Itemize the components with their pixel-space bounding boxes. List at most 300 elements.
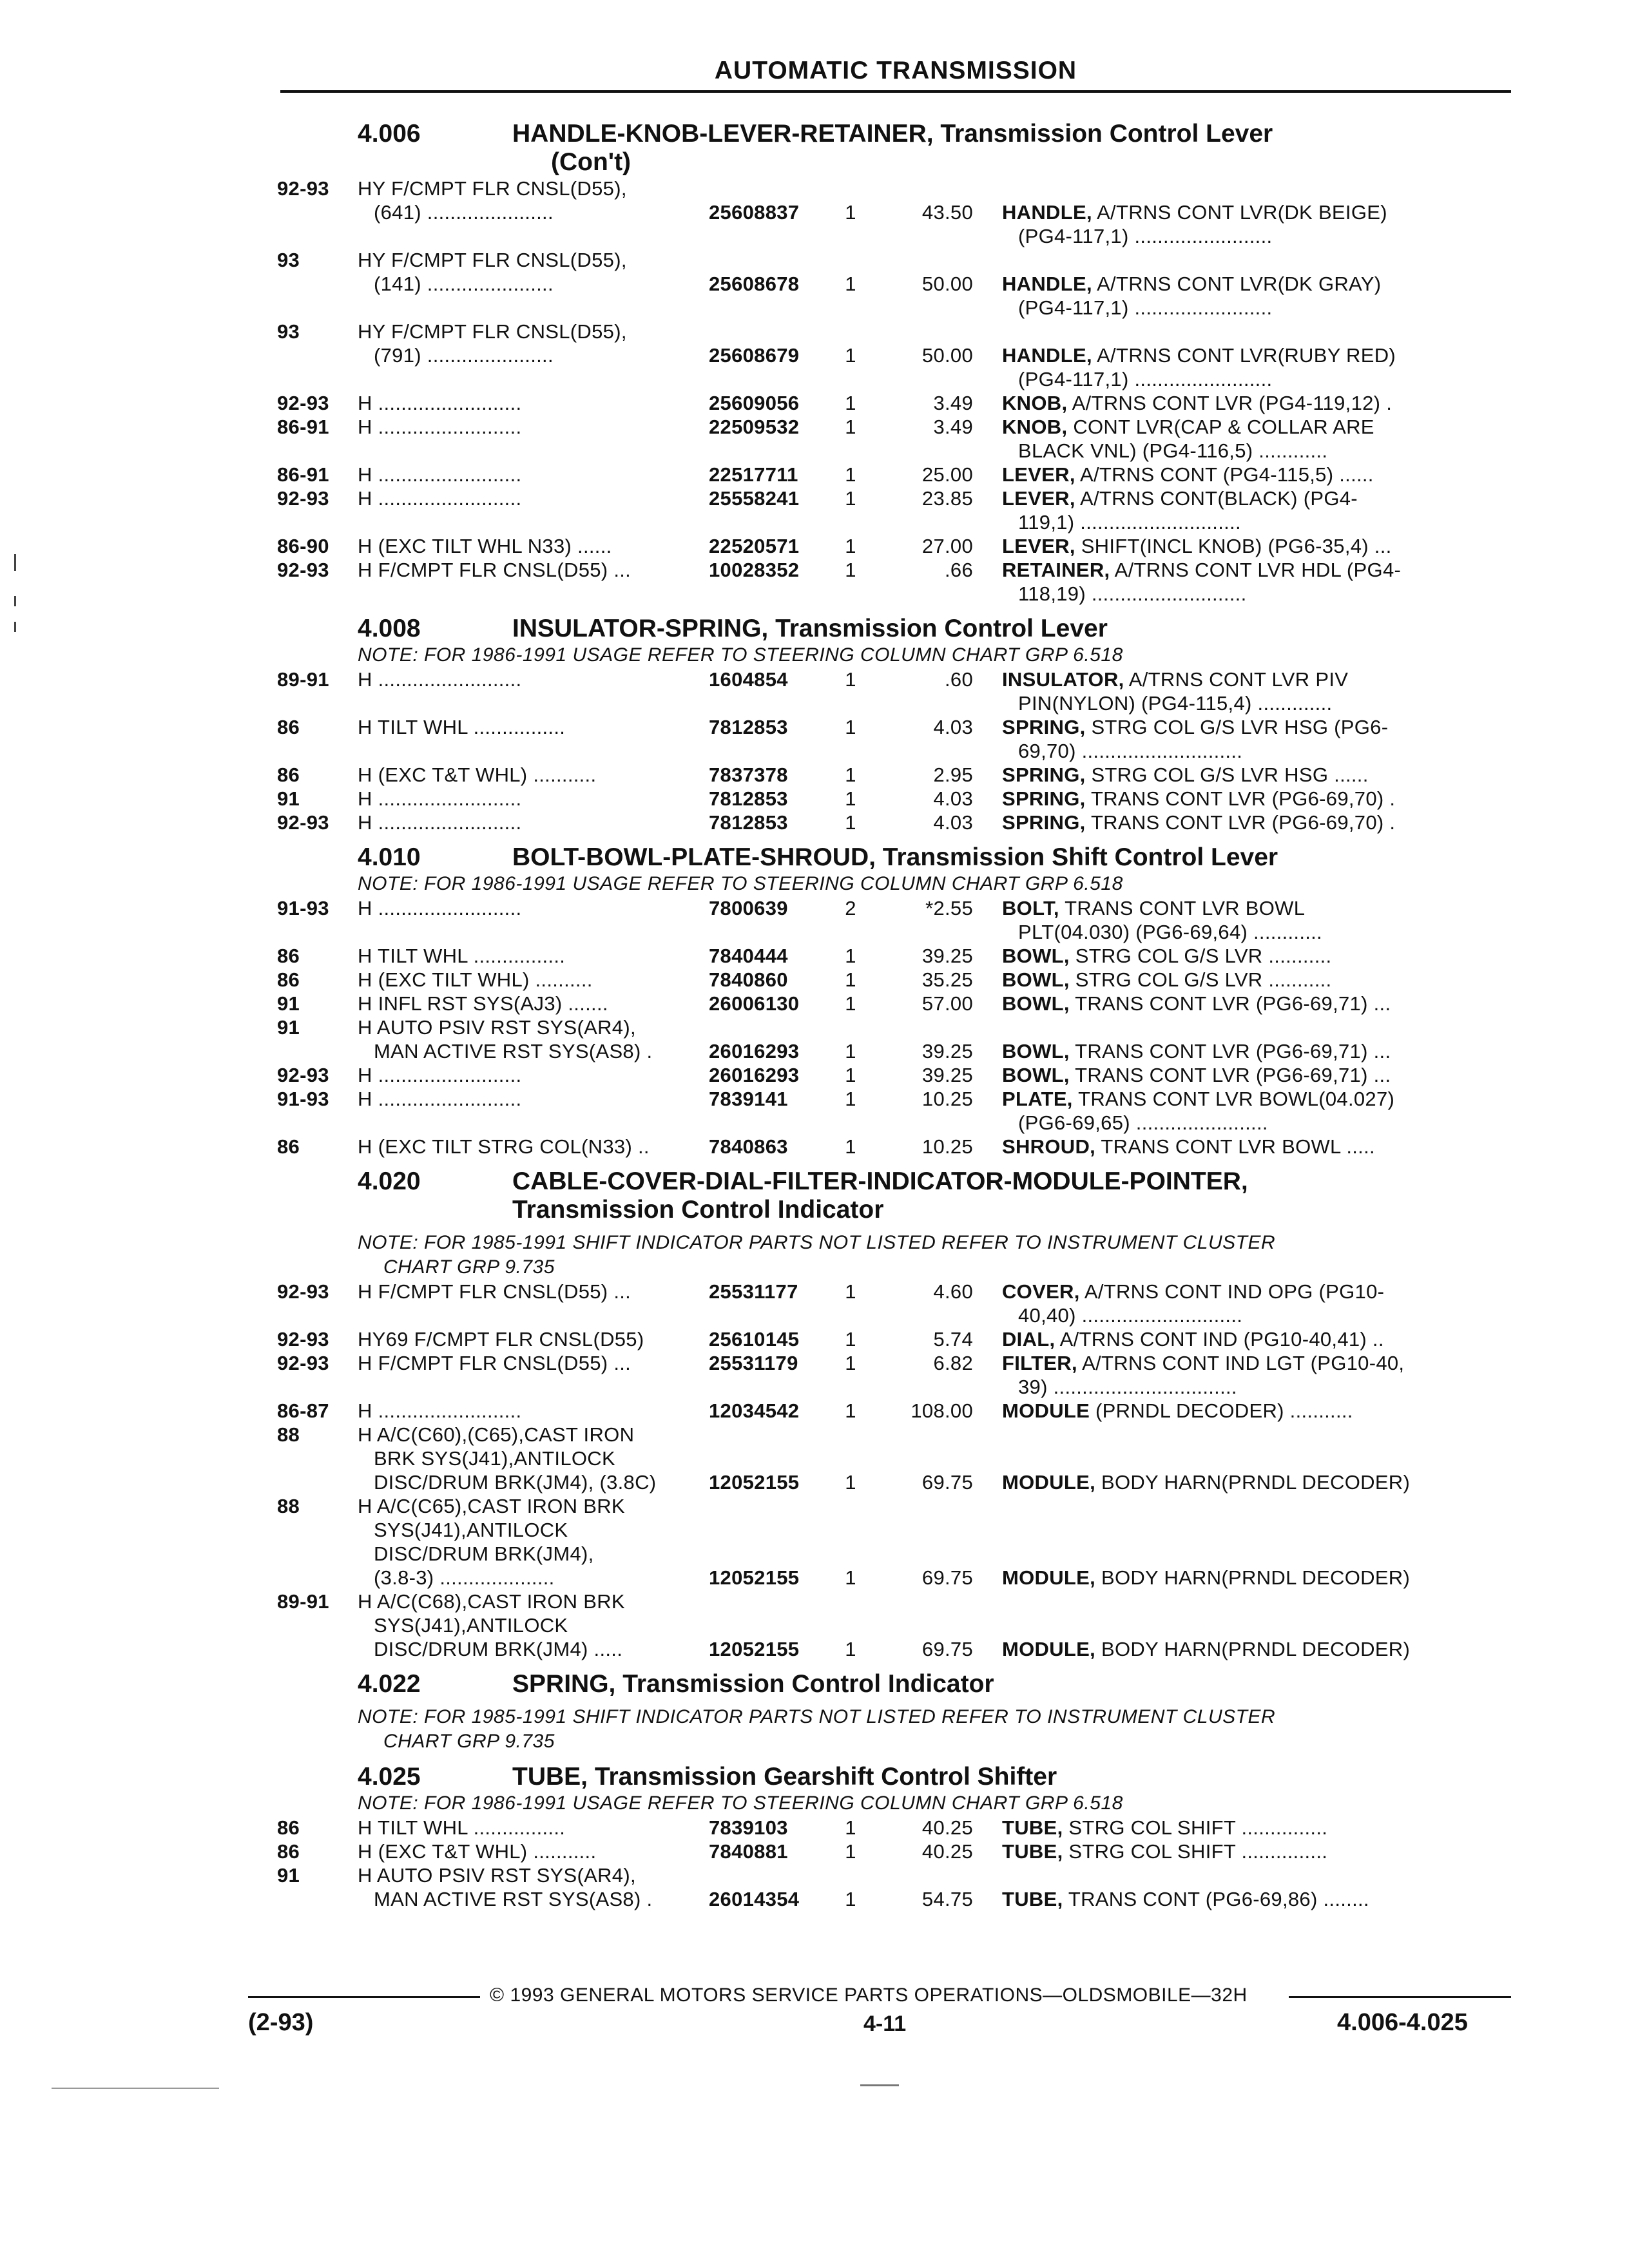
quantity: 1: [845, 668, 856, 691]
part-row: [277, 811, 1514, 834]
price: .60: [945, 668, 973, 691]
price: 69.75: [921, 1471, 973, 1494]
usage-description: [358, 320, 709, 391]
quantity: 1: [845, 559, 856, 581]
usage-line: H .........................: [358, 1064, 522, 1086]
model-years: 92-93: [277, 559, 329, 581]
price: 2.95: [933, 764, 973, 786]
model-years: 86: [277, 1135, 300, 1158]
part-noun: MODULE,: [1002, 1471, 1096, 1494]
quantity: 1: [845, 811, 856, 834]
part-noun: SPRING,: [1002, 764, 1086, 786]
part-name-continuation: 69,70) ............................: [1018, 740, 1243, 762]
part-name: [1002, 177, 1514, 248]
part-noun: TUBE,: [1002, 1888, 1063, 1910]
part-name: [1002, 668, 1514, 715]
section-title: CABLE-COVER-DIAL-FILTER-INDICATOR-MODULE-POINTER,: [512, 1168, 1248, 1195]
price: 108.00: [911, 1399, 973, 1422]
usage-line: H TILT WHL ................: [358, 1816, 566, 1839]
part-name-continuation: (PG4-117,1) ........................: [1018, 296, 1273, 319]
part-modifier: STRG COL G/S LVR ...........: [1075, 945, 1332, 967]
usage-line: BRK SYS(J41),ANTILOCK: [374, 1447, 615, 1470]
section-number: 4.022: [358, 1670, 421, 1698]
quantity: 2: [845, 897, 856, 919]
part-name: [1002, 1863, 1514, 1911]
part-name: [1002, 558, 1514, 606]
usage-description: [358, 1863, 709, 1911]
model-years: 92-93: [277, 1280, 329, 1303]
quantity: 1: [845, 1816, 856, 1839]
usage-line: H AUTO PSIV RST SYS(AR4),: [358, 1864, 636, 1887]
usage-description: [358, 248, 709, 320]
usage-line: HY F/CMPT FLR CNSL(D55),: [358, 320, 627, 343]
usage-line: H (EXC T&T WHL) ...........: [358, 764, 597, 786]
quantity: 1: [845, 1638, 856, 1660]
part-name-line: [1002, 811, 1514, 834]
usage-line: H (EXC TILT WHL) ..........: [358, 968, 593, 991]
part-name: [1002, 1351, 1514, 1399]
quantity: 1: [845, 945, 856, 967]
part-name: [1002, 1063, 1514, 1087]
quantity: 1: [845, 1040, 856, 1062]
part-name: [1002, 763, 1514, 787]
part-number: 25608678: [709, 273, 800, 295]
usage-line: H A/C(C68),CAST IRON BRK: [358, 1590, 625, 1613]
part-noun: MODULE,: [1002, 1566, 1096, 1589]
footer-section-range: 4.006-4.025: [1337, 2009, 1468, 2036]
usage-line: SYS(J41),ANTILOCK: [374, 1614, 568, 1637]
part-name-line: [1002, 1399, 1514, 1423]
model-years: 86: [277, 968, 300, 991]
part-number: 25610145: [709, 1328, 800, 1350]
note-line: NOTE: FOR 1986-1991 USAGE REFER TO STEERING COLUMN CHART GRP 6.518: [358, 644, 1123, 666]
section-title-block: [512, 120, 1514, 177]
model-years: 86: [277, 764, 300, 786]
part-number: 25531177: [709, 1280, 798, 1303]
part-number: 7812853: [709, 787, 788, 810]
section-note: [277, 872, 1514, 896]
section-note: [277, 1231, 1514, 1280]
part-row: [277, 1423, 1514, 1494]
part-name-line: [1002, 763, 1514, 787]
price: 69.75: [921, 1638, 973, 1660]
part-number: 12034542: [709, 1399, 800, 1422]
part-name: [1002, 1816, 1514, 1840]
part-name-line: [1002, 534, 1514, 558]
section-subtitle: (Con't): [551, 148, 631, 176]
part-name-line: [1002, 391, 1514, 415]
part-noun: KNOB,: [1002, 416, 1068, 438]
footer-copyright: © 1993 GENERAL MOTORS SERVICE PARTS OPERATIONS—OLDSMOBILE—32H: [490, 1984, 1248, 2006]
quantity: 1: [845, 1399, 856, 1422]
model-years: 86-90: [277, 535, 329, 557]
part-noun: KNOB,: [1002, 392, 1068, 414]
part-noun: COVER,: [1002, 1280, 1080, 1303]
part-noun: BOWL,: [1002, 1064, 1070, 1086]
part-number: 25608679: [709, 344, 800, 367]
part-name-line: [1002, 1280, 1514, 1303]
part-noun: LEVER,: [1002, 463, 1075, 486]
model-years: 86-91: [277, 463, 329, 486]
quantity: 1: [845, 273, 856, 295]
section-number: 4.025: [358, 1763, 421, 1791]
part-row: [277, 248, 1514, 320]
usage-line: MAN ACTIVE RST SYS(AS8) .: [374, 1888, 653, 1910]
part-modifier: STRG COL G/S LVR HSG (PG6-: [1091, 716, 1389, 738]
part-name-line: [1002, 896, 1514, 920]
price: 25.00: [921, 463, 973, 486]
section-number: 4.008: [358, 615, 421, 642]
price: 35.25: [921, 968, 973, 991]
quantity: 1: [845, 716, 856, 738]
model-years: 92-93: [277, 811, 329, 834]
usage-description: [358, 715, 709, 763]
usage-line: HY F/CMPT FLR CNSL(D55),: [358, 249, 627, 271]
part-noun: BOWL,: [1002, 968, 1070, 991]
part-row: [277, 1063, 1514, 1087]
part-name: [1002, 944, 1514, 968]
part-name-line: [1002, 992, 1514, 1015]
part-modifier: TRANS CONT LVR (PG6-69,71) ...: [1075, 1064, 1391, 1086]
part-modifier: A/TRNS CONT LVR HDL (PG4-: [1114, 559, 1402, 581]
usage-description: [358, 486, 709, 534]
part-name-line: [1002, 415, 1514, 439]
usage-description: [358, 177, 709, 248]
price: 5.74: [933, 1328, 973, 1350]
usage-description: [358, 992, 709, 1015]
note-line: NOTE: FOR 1986-1991 USAGE REFER TO STEERING COLUMN CHART GRP 6.518: [358, 873, 1123, 894]
part-name: [1002, 1280, 1514, 1327]
part-modifier: BODY HARN(PRNDL DECODER): [1101, 1566, 1411, 1589]
part-modifier: STRG COL G/S LVR ...........: [1075, 968, 1332, 991]
usage-line: H .........................: [358, 1088, 522, 1110]
section-heading: [277, 1168, 1514, 1224]
part-modifier: TRANS CONT LVR BOWL: [1065, 897, 1306, 919]
usage-line: DISC/DRUM BRK(JM4) .....: [374, 1638, 623, 1660]
usage-description: [358, 415, 709, 463]
part-name-line: [1002, 787, 1514, 811]
part-name-continuation: PLT(04.030) (PG6-69,64) ............: [1018, 921, 1322, 943]
price: 39.25: [921, 1064, 973, 1086]
part-modifier: A/TRNS CONT(BLACK) (PG4-: [1079, 487, 1358, 510]
usage-line: H .........................: [358, 392, 522, 414]
part-name: [1002, 534, 1514, 558]
usage-line: DISC/DRUM BRK(JM4),: [374, 1542, 594, 1565]
footer-revision-date: (2-93): [248, 2009, 314, 2036]
quantity: 1: [845, 535, 856, 557]
usage-description: [358, 763, 709, 787]
section-note: [277, 1705, 1514, 1754]
part-noun: HANDLE,: [1002, 344, 1092, 367]
part-noun: SPRING,: [1002, 811, 1086, 834]
part-noun: FILTER,: [1002, 1352, 1077, 1374]
section-number: 4.020: [358, 1168, 421, 1195]
part-number: 7837378: [709, 764, 788, 786]
usage-description: [358, 811, 709, 834]
part-modifier: TRANS CONT LVR (PG6-69,71) ...: [1075, 992, 1391, 1015]
price: 3.49: [933, 392, 973, 414]
section-title-block: [512, 615, 1514, 643]
part-name-line: [1002, 1637, 1514, 1661]
part-row: [277, 968, 1514, 992]
part-number: 26014354: [709, 1888, 800, 1910]
part-name: [1002, 968, 1514, 992]
part-name-line: [1002, 1887, 1514, 1911]
part-noun: HANDLE,: [1002, 273, 1092, 295]
margin-mark: [14, 596, 16, 606]
usage-line: H (EXC TILT STRG COL(N33) ..: [358, 1135, 650, 1158]
usage-line: (641) ......................: [374, 201, 554, 224]
model-years: 92-93: [277, 487, 329, 510]
price: *2.55: [925, 897, 973, 919]
usage-line: HY69 F/CMPT FLR CNSL(D55): [358, 1328, 644, 1350]
section-note: [277, 643, 1514, 668]
price: 40.25: [921, 1840, 973, 1863]
part-modifier: STRG COL SHIFT ...............: [1068, 1816, 1328, 1839]
usage-line: (141) ......................: [374, 273, 554, 295]
part-row: [277, 320, 1514, 391]
usage-description: [358, 1135, 709, 1158]
usage-line: H A/C(C60),(C65),CAST IRON: [358, 1423, 635, 1446]
price: 4.03: [933, 716, 973, 738]
part-name: [1002, 320, 1514, 391]
usage-description: [358, 1399, 709, 1423]
part-name-continuation: (PG4-117,1) ........................: [1018, 368, 1273, 390]
page-title: AUTOMATIC TRANSMISSION: [714, 57, 1077, 84]
model-years: 91-93: [277, 897, 329, 919]
part-noun: BOWL,: [1002, 992, 1070, 1015]
usage-line: H AUTO PSIV RST SYS(AR4),: [358, 1016, 636, 1039]
model-years: 88: [277, 1495, 300, 1517]
usage-line: (3.8-3) ....................: [374, 1566, 555, 1589]
part-modifier: TRANS CONT LVR (PG6-69,70) .: [1090, 811, 1396, 834]
part-row: [277, 534, 1514, 558]
part-name: [1002, 1590, 1514, 1661]
usage-line: H F/CMPT FLR CNSL(D55) ...: [358, 1280, 631, 1303]
usage-description: [358, 534, 709, 558]
part-number: 12052155: [709, 1471, 800, 1494]
part-row: [277, 1280, 1514, 1327]
part-row: [277, 787, 1514, 811]
part-number: 7800639: [709, 897, 788, 919]
section-title-block: [512, 1168, 1514, 1224]
part-number: 10028352: [709, 559, 800, 581]
part-name: [1002, 415, 1514, 463]
usage-line: H A/C(C65),CAST IRON BRK: [358, 1495, 625, 1517]
part-name-continuation: 119,1) ............................: [1018, 511, 1241, 533]
part-name-line: [1002, 1063, 1514, 1087]
part-modifier: A/TRNS CONT LVR (PG4-119,12) .: [1072, 392, 1393, 414]
part-number: 7839103: [709, 1816, 788, 1839]
part-modifier: TRANS CONT LVR (PG6-69,71) ...: [1075, 1040, 1391, 1062]
quantity: 1: [845, 1088, 856, 1110]
part-name: [1002, 1087, 1514, 1135]
part-number: 7840881: [709, 1840, 788, 1863]
model-years: 91: [277, 787, 300, 810]
part-name-continuation: PIN(NYLON) (PG4-115,4) .............: [1018, 692, 1333, 715]
part-name: [1002, 463, 1514, 486]
parts-listing: [277, 111, 1514, 1911]
part-modifier: A/TRNS CONT IND LGT (PG10-40,: [1082, 1352, 1405, 1374]
part-name: [1002, 715, 1514, 763]
usage-line: H TILT WHL ................: [358, 716, 566, 738]
usage-description: [358, 463, 709, 486]
part-name: [1002, 811, 1514, 834]
section-heading: [277, 615, 1514, 643]
part-name-line: [1002, 1840, 1514, 1863]
usage-line: H (EXC T&T WHL) ...........: [358, 1840, 597, 1863]
model-years: 93: [277, 320, 300, 343]
section-title: TUBE, Transmission Gearshift Control Shifter: [512, 1763, 1057, 1791]
part-noun: LEVER,: [1002, 487, 1075, 510]
part-row: [277, 944, 1514, 968]
model-years: 93: [277, 249, 300, 271]
section-title: INSULATOR-SPRING, Transmission Control Lever: [512, 615, 1108, 642]
part-name: [1002, 1135, 1514, 1158]
price: 10.25: [921, 1088, 973, 1110]
part-row: [277, 1135, 1514, 1158]
model-years: 92-93: [277, 1328, 329, 1350]
price: 39.25: [921, 1040, 973, 1062]
part-name-line: [1002, 558, 1514, 582]
part-modifier: TRANS CONT LVR BOWL(04.027): [1078, 1088, 1395, 1110]
quantity: 1: [845, 992, 856, 1015]
quantity: 1: [845, 487, 856, 510]
part-name-line: [1002, 1816, 1514, 1840]
part-row: [277, 391, 1514, 415]
usage-description: [358, 1494, 709, 1590]
part-name-line: [1002, 343, 1514, 367]
part-number: 12052155: [709, 1638, 800, 1660]
section-heading: [277, 1670, 1514, 1698]
usage-description: [358, 1063, 709, 1087]
part-row: [277, 668, 1514, 715]
price: 3.49: [933, 416, 973, 438]
scan-edge-mark: [52, 2088, 219, 2089]
usage-description: [358, 787, 709, 811]
part-name-line: [1002, 1135, 1514, 1158]
part-modifier: (PRNDL DECODER) ...........: [1095, 1399, 1353, 1422]
part-noun: HANDLE,: [1002, 201, 1092, 224]
price: 50.00: [921, 273, 973, 295]
footer-rule-left: [248, 1996, 480, 1998]
part-noun: LEVER,: [1002, 535, 1075, 557]
part-noun: TUBE,: [1002, 1840, 1063, 1863]
part-modifier: CONT LVR(CAP & COLLAR ARE: [1073, 416, 1374, 438]
part-row: [277, 1840, 1514, 1863]
price: 23.85: [921, 487, 973, 510]
part-noun: DIAL,: [1002, 1328, 1055, 1350]
part-name-line: [1002, 944, 1514, 968]
part-noun: INSULATOR,: [1002, 668, 1124, 691]
part-number: 22517711: [709, 463, 798, 486]
part-name-continuation: (PG4-117,1) ........................: [1018, 225, 1273, 247]
part-row: [277, 1015, 1514, 1063]
model-years: 92-93: [277, 177, 329, 200]
part-row: [277, 415, 1514, 463]
part-modifier: BODY HARN(PRNDL DECODER): [1101, 1471, 1411, 1494]
part-name: [1002, 1494, 1514, 1590]
note-line: NOTE: FOR 1986-1991 USAGE REFER TO STEERING COLUMN CHART GRP 6.518: [358, 1792, 1123, 1814]
model-years: 88: [277, 1423, 300, 1446]
usage-line: H .........................: [358, 463, 522, 486]
price: 4.03: [933, 787, 973, 810]
part-number: 1604854: [709, 668, 788, 691]
model-years: 89-91: [277, 1590, 329, 1613]
price: 50.00: [921, 344, 973, 367]
usage-line: SYS(J41),ANTILOCK: [374, 1519, 568, 1541]
price: 10.25: [921, 1135, 973, 1158]
quantity: 1: [845, 787, 856, 810]
part-row: [277, 992, 1514, 1015]
part-noun: PLATE,: [1002, 1088, 1073, 1110]
part-row: [277, 1087, 1514, 1135]
model-years: 91: [277, 992, 300, 1015]
usage-description: [358, 391, 709, 415]
usage-description: [358, 1087, 709, 1135]
part-noun: BOWL,: [1002, 945, 1070, 967]
part-name-line: [1002, 1039, 1514, 1063]
part-number: 25609056: [709, 392, 800, 414]
usage-description: [358, 968, 709, 992]
part-modifier: BODY HARN(PRNDL DECODER): [1101, 1638, 1411, 1660]
part-noun: BOLT,: [1002, 897, 1059, 919]
part-noun: TUBE,: [1002, 1816, 1063, 1839]
usage-line: MAN ACTIVE RST SYS(AS8) .: [374, 1040, 653, 1062]
part-noun: SHROUD,: [1002, 1135, 1096, 1158]
quantity: 1: [845, 1328, 856, 1350]
usage-description: [358, 668, 709, 715]
quantity: 1: [845, 1135, 856, 1158]
part-name-line: [1002, 1566, 1514, 1590]
part-name: [1002, 1015, 1514, 1063]
part-name-line: [1002, 715, 1514, 739]
part-row: [277, 1590, 1514, 1661]
part-noun: MODULE,: [1002, 1638, 1096, 1660]
part-name: [1002, 391, 1514, 415]
part-modifier: A/TRNS CONT LVR(DK BEIGE): [1097, 201, 1387, 224]
section-heading: [277, 843, 1514, 872]
part-number: 25531179: [709, 1352, 798, 1374]
price: 39.25: [921, 945, 973, 967]
section-heading: [277, 1763, 1514, 1791]
part-row: [277, 1327, 1514, 1351]
part-modifier: STRG COL G/S LVR HSG ......: [1091, 764, 1369, 786]
part-name-line: [1002, 486, 1514, 510]
quantity: 1: [845, 1280, 856, 1303]
part-name: [1002, 1840, 1514, 1863]
part-name-continuation: BLACK VNL) (PG4-116,5) ............: [1018, 439, 1328, 462]
part-name: [1002, 1399, 1514, 1423]
scan-edge-mark: [860, 2084, 899, 2086]
usage-description: [358, 1423, 709, 1494]
model-years: 86: [277, 1840, 300, 1863]
part-number: 12052155: [709, 1566, 800, 1589]
footer-page-number: 4-11: [863, 2012, 907, 2036]
model-years: 92-93: [277, 392, 329, 414]
part-name-line: [1002, 1351, 1514, 1375]
part-name: [1002, 896, 1514, 944]
section-note: [277, 1791, 1514, 1816]
price: 40.25: [921, 1816, 973, 1839]
part-modifier: TRANS CONT LVR (PG6-69,70) .: [1090, 787, 1396, 810]
part-noun: SPRING,: [1002, 787, 1086, 810]
part-modifier: A/TRNS CONT (PG4-115,5) ......: [1079, 463, 1374, 486]
part-number: 26016293: [709, 1040, 800, 1062]
usage-line: H INFL RST SYS(AJ3) .......: [358, 992, 608, 1015]
part-noun: BOWL,: [1002, 1040, 1070, 1062]
usage-line: H .........................: [358, 668, 522, 691]
